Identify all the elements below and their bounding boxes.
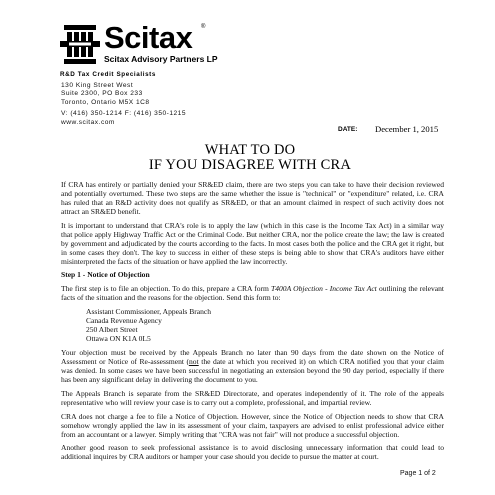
mailing-address-line: 250 Albert Street bbox=[86, 325, 138, 335]
phone-fax: V: (416) 350-1214 F: (416) 350-1215 bbox=[61, 110, 187, 118]
scitax-logo-icon bbox=[60, 22, 100, 68]
address-line-2: Suite 2300, PO Box 233 bbox=[61, 90, 143, 98]
trademark-mark: ® bbox=[201, 24, 206, 30]
mailing-address-line: Assistant Commissioner, Appeals Branch bbox=[86, 306, 212, 316]
form-name: T400A Objection - Income Tax Act bbox=[271, 283, 377, 293]
brand-subtitle: Scitax Advisory Partners LP bbox=[104, 54, 218, 64]
document-title-line-2: IF YOU DISAGREE WITH CRA bbox=[148, 157, 352, 173]
brand-name: Scitax bbox=[104, 20, 193, 55]
mailing-address bbox=[86, 307, 444, 344]
paragraph-intro: If CRA has entirely or partially denied your SR&ED claim, there are two steps you can take to have their decision reviewed and potentially overturned. These two steps are the same whether the issue is "technical" or "expenditure" related, i.e. CRA has ruled that an R&D activity does not qualify as SR&ED, or that an amount claimed in respect of such activity does not attract an SR&ED benefit. bbox=[61, 180, 444, 217]
paragraph-appeals-branch: The Appeals Branch is separate from the SR&ED Directorate, and operates independently of it. The role of the appeals representative who will review your case is to carry out a complete, professional, and impartial review. bbox=[61, 388, 444, 407]
section-heading-step-1: Step 1 - Notice of Objection bbox=[61, 270, 150, 280]
page-number: Page 1 of 2 bbox=[400, 470, 436, 477]
mailing-address-line: Canada Revenue Agency bbox=[86, 315, 162, 325]
website-link[interactable]: www.scitax.com bbox=[61, 118, 115, 126]
document-body bbox=[61, 180, 444, 466]
mailing-address-line: Ottawa ON K1A 0L5 bbox=[86, 334, 151, 344]
address-line-3: Toronto, Ontario M5X 1C8 bbox=[61, 98, 150, 106]
date-value: December 1, 2015 bbox=[375, 124, 439, 134]
date-label: DATE: bbox=[338, 126, 358, 133]
company-logo bbox=[60, 22, 260, 68]
paragraph-deadline: Your objection must be received by the Appeals Branch no later than 90 days from the date shown on the Notice of Assessment or Notice of Re-assessment (not the date at which you received it) on which CRA notified you that your claim was denied. In some cases we have been successful in negotiating an extension beyond the 90 day period, especially if there has been any significant delay in delivering the document to you. bbox=[61, 348, 444, 385]
brand-tagline: R&D Tax Credit Specialists bbox=[60, 71, 156, 78]
paragraph-cra-role: It is important to understand that CRA's role is to apply the law (which in this case is the Income Tax Act) in a similar way that police apply Highway Traffic Act or the Criminal Code. But neither CRA, nor the police create the law; the law is created by government and adjudicated by the courts according to the facts. In most cases both the police and the CRA get it right, but in some cases they don't. The key to success in either of these steps is being able to show that CRA's auditors have either misinterpreted the facts of the situation or have applied the law incorrectly. bbox=[61, 220, 444, 266]
address-line-1: 130 King Street West bbox=[61, 82, 134, 89]
emphasis-not: not bbox=[189, 357, 199, 367]
paragraph-professional-assistance: Another good reason to seek professional assistance is to avoid disclosing unnecessary information that could lead to additional inquires by CRA auditors or hamper your case should you decide to pursue the matter at court. bbox=[61, 443, 444, 462]
paragraph-file-objection: The first step is to file an objection. To do this, prepare a CRA form T400A Objection - Income Tax Act outlining the relevant facts of the situation and the reasons for the objection. Send this form to: bbox=[61, 283, 445, 303]
paragraph-fee: CRA does not charge a fee to file a Notice of Objection. However, since the Notice of Objection needs to show that CRA somehow wrongly applied the law in its assessment of your claim, taxpayers are advised to enlist professional advice either from an accountant or a lawyer. Simply writing that "CRA was not fair" will not produce a successful objection. bbox=[61, 411, 444, 439]
document-title-line-1: WHAT TO DO bbox=[204, 142, 296, 158]
company-address bbox=[61, 82, 186, 127]
